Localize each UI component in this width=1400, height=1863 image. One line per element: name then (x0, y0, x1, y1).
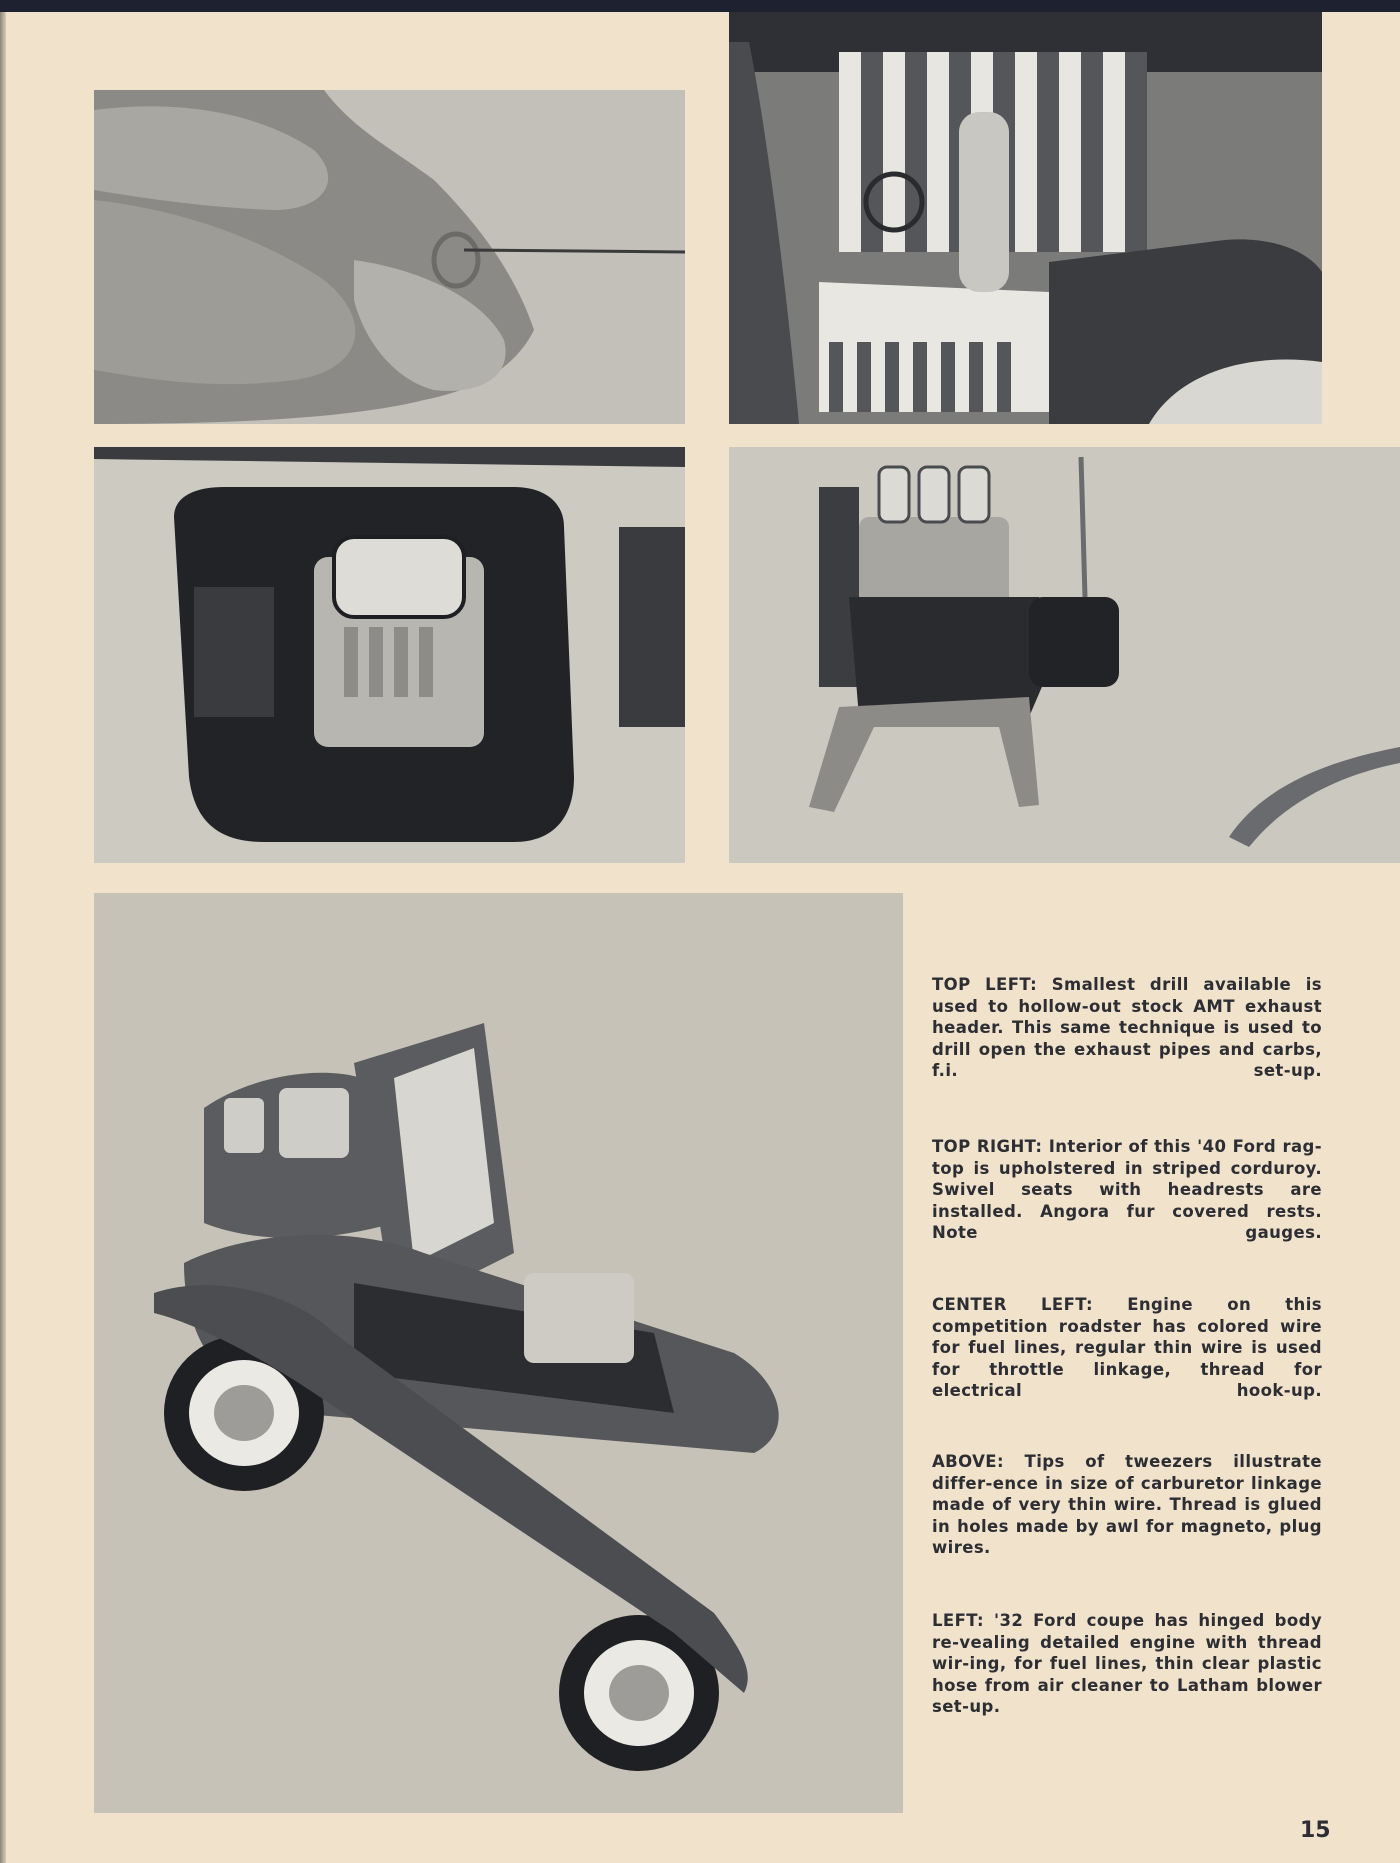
caption-lead: TOP RIGHT: (932, 1137, 1043, 1156)
page-top-edge (0, 0, 1400, 12)
caption-text: Engine on this competition roadster has colored wire for fuel lines, regular thin wire is used for throttle linkage, thread for electrical hook-up. (932, 1295, 1322, 1400)
caption-center-left (932, 1294, 1322, 1402)
photo-top-left-drill (94, 90, 685, 424)
caption-left (932, 1610, 1322, 1718)
caption-top-left (932, 974, 1322, 1082)
page-number: 15 (1300, 1818, 1331, 1843)
photo-top-right-interior (729, 12, 1322, 424)
caption-top-right (932, 1136, 1322, 1244)
photo-center-left-engine-bay (94, 447, 685, 863)
caption-lead: LEFT: (932, 1611, 985, 1630)
caption-text: Interior of this '40 Ford rag-top is upholstered in striped corduroy. Swivel seats with headrests are installed. Angora fur covered rests. Note gauges. (932, 1137, 1322, 1242)
caption-above (932, 1451, 1322, 1559)
caption-text: '32 Ford coupe has hinged body re-vealing detailed engine with thread wir-ing, for fuel lines, thin clear plastic hose from air cleaner to Latham blower set-up. (932, 1611, 1322, 1716)
caption-text: Smallest drill available is used to hollow-out stock AMT exhaust header. This same technique is used to drill open the exhaust pipes and carbs, f.i. set-up. (932, 975, 1322, 1080)
caption-lead: CENTER LEFT: (932, 1295, 1094, 1314)
photo-bottom-left-32-ford-coupe (94, 893, 903, 1813)
caption-lead: ABOVE: (932, 1452, 1004, 1471)
caption-lead: TOP LEFT: (932, 975, 1038, 994)
page-binding-edge (0, 12, 6, 1863)
caption-text: Tips of tweezers illustrate differ-ence in size of carburetor linkage made of very thin wire. Thread is glued in holes made by awl for magneto, plug wires. (932, 1452, 1322, 1557)
photo-center-right-engine-stand (729, 447, 1400, 863)
